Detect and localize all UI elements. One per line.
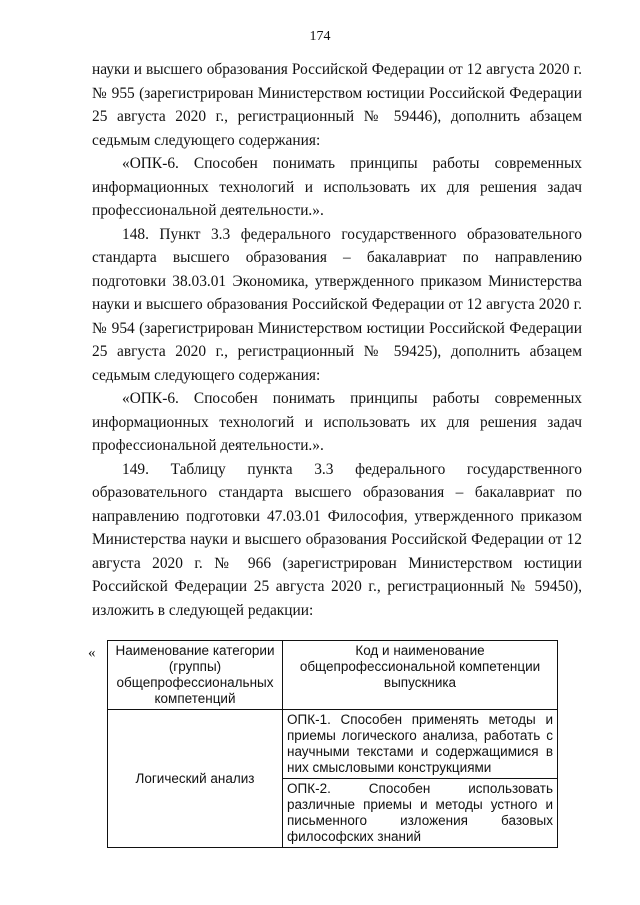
paragraph-item-148: 148. Пункт 3.3 федерального государственного образовательного стандарта высшего образования – бакалавриат по направлению подготовки 38.03.01 Экономика, утвержденного приказом Министерства науки и высшего образования Российской Федерации от 12 августа 2020 г. № 954 (зарегистрирован Министерством юстиции Российской Федерации 25 августа 2020 г., регистрационный № 59425), дополнить абзацем седьмым следующего содержания: bbox=[92, 225, 582, 384]
table-header-row bbox=[108, 641, 558, 710]
page-number: 174 bbox=[309, 29, 331, 44]
paragraph-continuation: науки и высшего образования Российской Федерации от 12 августа 2020 г. № 955 (зарегистрирован Министерством юстиции Российской Федерации 25 августа 2020 г., регистрационный № 59446), дополнить абзацем седьмым следующего содержания: bbox=[92, 61, 582, 149]
competency-cell-opk1: ОПК-1. Способен применять методы и приемы логического анализа, работать с научными текстами и содержащимися в них смысловыми конструкциями bbox=[283, 710, 558, 779]
table-row bbox=[108, 710, 558, 779]
competencies-table bbox=[107, 640, 558, 848]
paragraph-item-149: 149. Таблицу пункта 3.3 федерального государственного образовательного стандарта высшего образования – бакалавриат по направлению подготовки 47.03.01 Философия, утвержденного приказом Министерства науки и высшего образования Российской Федерации от 12 августа 2020 г. № 966 (зарегистрирован Министерством юстиции Российской Федерации 25 августа 2020 г., регистрационный № 59450), изложить в следующей редакции: bbox=[92, 460, 582, 619]
paragraph-quote-opk6-second: «ОПК-6. Способен понимать принципы работы современных информационных технологий и использовать их для решения задач профессиональной деятельности.». bbox=[92, 390, 582, 454]
header-competency: Код и наименование общепрофессиональной компетенции выпускника bbox=[283, 641, 558, 710]
competency-cell-opk2: ОПК-2. Способен использовать различные приемы и методы устного и письменного изложения базовых философских знаний bbox=[283, 779, 558, 848]
paragraph-quote-opk6-first: «ОПК-6. Способен понимать принципы работы современных информационных технологий и использовать их для решения задач профессиональной деятельности.». bbox=[92, 155, 582, 219]
header-category: Наименование категории (группы) общепрофессиональных компетенций bbox=[108, 641, 283, 710]
body-text bbox=[92, 58, 582, 622]
table-opening-quote: « bbox=[88, 645, 96, 661]
category-cell: Логический анализ bbox=[108, 710, 283, 848]
